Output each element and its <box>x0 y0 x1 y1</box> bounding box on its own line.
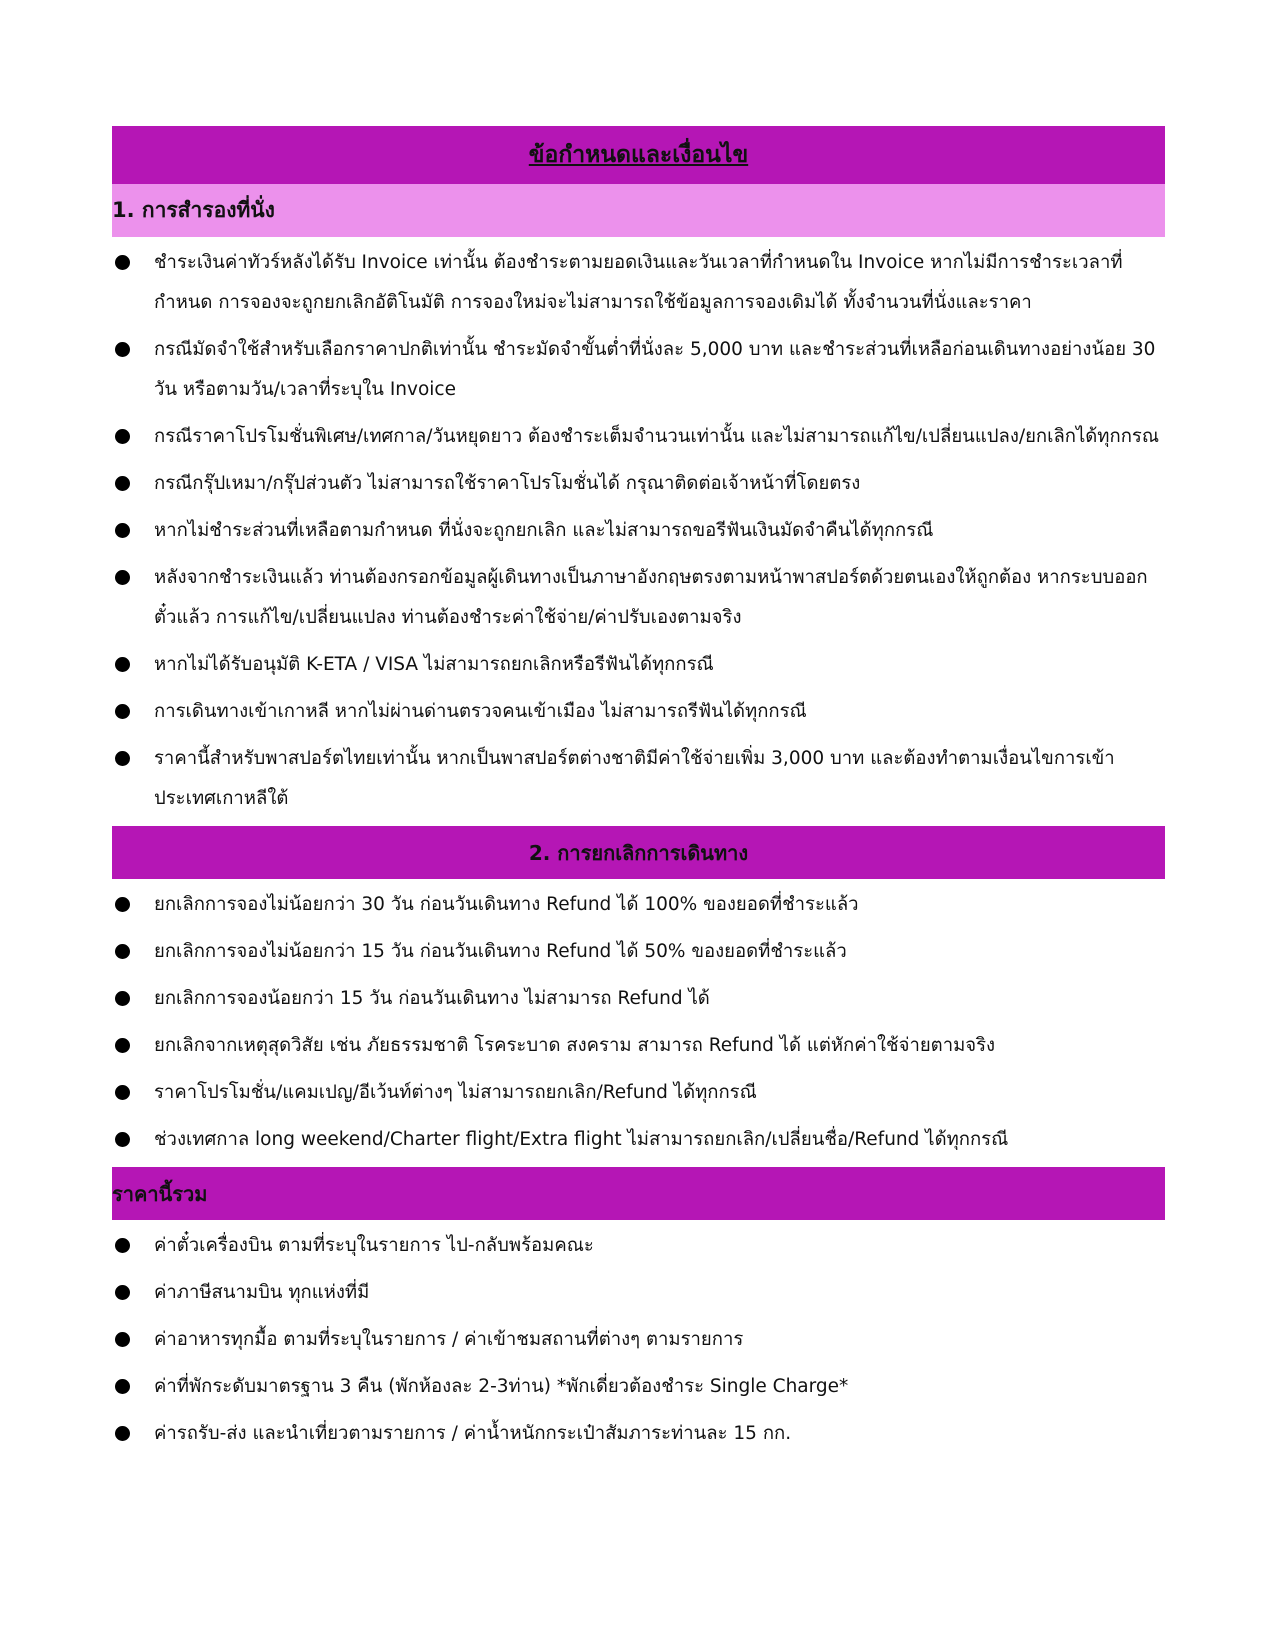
list-item <box>112 1320 1165 1360</box>
list-item <box>112 692 1165 732</box>
terms-header-band <box>112 126 1165 184</box>
list-item-text: การเดินทางเข้าเกาหลี หากไม่ผ่านด่านตรวจคนเข้าเมือง ไม่สามารถรีฟันได้ทุกกรณี <box>154 701 807 722</box>
list-item <box>112 1273 1165 1313</box>
terms-document <box>112 126 1165 1461</box>
bullet-icon <box>115 1238 130 1253</box>
bullet-icon <box>115 342 130 357</box>
list-item <box>112 1026 1165 1066</box>
page-title: ข้อกำหนดและเงื่อนไข <box>528 142 749 168</box>
list-item-text: ค่ารถรับ-ส่ง และนำเที่ยวตามรายการ / ค่าน้ำหนักกระเป๋าสัมภาระท่านละ 15 กก. <box>154 1423 792 1444</box>
bullet-icon <box>115 1038 130 1053</box>
section-cancellation-list <box>112 885 1165 1160</box>
bullet-icon <box>115 704 130 719</box>
list-item <box>112 511 1165 551</box>
list-item <box>112 464 1165 504</box>
list-item-text: ราคานี้สำหรับพาสปอร์ตไทยเท่านั้น หากเป็นพาสปอร์ตต่างชาติมีค่าใช้จ่ายเพิ่ม 3,000 บาท และต้องทำตามเงื่อนไขการเข้าประเทศเกาหลีใต้ <box>154 748 1115 809</box>
list-item <box>112 739 1165 819</box>
bullet-icon <box>115 751 130 766</box>
list-item-text: ยกเลิกการจองน้อยกว่า 15 วัน ก่อนวันเดินทาง ไม่สามารถ Refund ได้ <box>154 988 710 1009</box>
bullet-icon <box>115 944 130 959</box>
list-item-text: หลังจากชำระเงินแล้ว ท่านต้องกรอกข้อมูลผู้เดินทางเป็นภาษาอังกฤษตรงตามหน้าพาสปอร์ตด้วยตนเองให้ถูกต้อง หากระบบออกตั๋วแล้ว การแก้ไข/เปลี่ยนแปลง ท่านต้องชำระค่าใช้จ่าย/ค่าปรับเองตามจริง <box>154 567 1148 628</box>
list-item <box>112 558 1165 638</box>
section-cancellation-title: 2. การยกเลิกการเดินทาง <box>528 840 749 865</box>
list-item-text: ค่าตั๋วเครื่องบิน ตามที่ระบุในรายการ ไป-กลับพร้อมคณะ <box>154 1235 594 1256</box>
list-item <box>112 1073 1165 1113</box>
bullet-icon <box>115 1332 130 1347</box>
list-item-text: ยกเลิกจากเหตุสุดวิสัย เช่น ภัยธรรมชาติ โรคระบาด สงคราม สามารถ Refund ได้ แต่หักค่าใช้จ่ายตามจริง <box>154 1035 996 1056</box>
list-item <box>112 932 1165 972</box>
section-included-list <box>112 1226 1165 1454</box>
bullet-icon <box>115 523 130 538</box>
list-item-text: หากไม่ชำระส่วนที่เหลือตามกำหนด ที่นั่งจะถูกยกเลิก และไม่สามารถขอรีฟันเงินมัดจำคืนได้ทุกกรณี <box>154 520 934 541</box>
bullet-icon <box>115 429 130 444</box>
bullet-icon <box>115 1285 130 1300</box>
section-cancellation-header <box>112 826 1165 879</box>
list-item <box>112 417 1165 457</box>
list-item <box>112 979 1165 1019</box>
list-item <box>112 1414 1165 1454</box>
bullet-icon <box>115 991 130 1006</box>
bullet-icon <box>115 476 130 491</box>
list-item-text: หากไม่ได้รับอนุมัติ K-ETA / VISA ไม่สามารถยกเลิกหรือรีฟันได้ทุกกรณี <box>154 654 714 675</box>
list-item-text: ราคาโปรโมชั่น/แคมเปญ/อีเว้นท์ต่างๆ ไม่สามารถยกเลิก/Refund ได้ทุกกรณี <box>154 1082 757 1103</box>
list-item <box>112 1120 1165 1160</box>
bullet-icon <box>115 1132 130 1147</box>
list-item <box>112 243 1165 323</box>
section-booking-title: 1. การสำรองที่นั่ง <box>112 198 275 222</box>
section-booking-list <box>112 243 1165 819</box>
list-item-text: ค่าที่พักระดับมาตรฐาน 3 คืน (พักห้องละ 2-3ท่าน) *พักเดี่ยวต้องชำระ Single Charge* <box>154 1376 849 1397</box>
bullet-icon <box>115 255 130 270</box>
list-item-text: กรณีราคาโปรโมชั่นพิเศษ/เทศกาล/วันหยุดยาว ต้องชำระเต็มจำนวนเท่านั้น และไม่สามารถแก้ไข/เปลี่ยนแปลง/ยกเลิกได้ทุกกรณ <box>154 426 1160 447</box>
list-item-text: ค่าภาษีสนามบิน ทุกแห่งที่มี <box>154 1282 370 1303</box>
bullet-icon <box>115 657 130 672</box>
list-item-text: กรณีมัดจำใช้สำหรับเลือกราคาปกติเท่านั้น ชำระมัดจำขั้นต่ำที่นั่งละ 5,000 บาท และชำระส่วนที่เหลือก่อนเดินทางอย่างน้อย 30 วัน หรือตามวัน/เวลาที่ระบุใน Invoice <box>154 339 1156 400</box>
list-item-text: ยกเลิกการจองไม่น้อยกว่า 15 วัน ก่อนวันเดินทาง Refund ได้ 50% ของยอดที่ชำระแล้ว <box>154 941 847 962</box>
list-item <box>112 885 1165 925</box>
list-item-text: กรณีกรุ๊ปเหมา/กรุ๊ปส่วนตัว ไม่สามารถใช้ราคาโปรโมชั่นได้ กรุณาติดต่อเจ้าหน้าที่โดยตรง <box>154 473 861 494</box>
section-booking-header <box>112 184 1165 237</box>
list-item <box>112 1367 1165 1407</box>
bullet-icon <box>115 1379 130 1394</box>
list-item <box>112 1226 1165 1266</box>
section-included-header <box>112 1167 1165 1220</box>
bullet-icon <box>115 1085 130 1100</box>
list-item-text: ชำระเงินค่าทัวร์หลังได้รับ Invoice เท่านั้น ต้องชำระตามยอดเงินและวันเวลาที่กำหนดใน Invoice หากไม่มีการชำระเวลาที่กำหนด การจองจะถูกยกเลิกอัติโนมัติ การจองใหม่จะไม่สามารถใช้ข้อมูลการจองเดิมได้ ทั้งจำนวนที่นั่งและราคา <box>154 252 1123 313</box>
bullet-icon <box>115 570 130 585</box>
list-item-text: ช่วงเทศกาล long weekend/Charter flight/Extra flight ไม่สามารถยกเลิก/เปลี่ยนชื่อ/Refund ได้ทุกกรณี <box>154 1129 1009 1150</box>
list-item <box>112 645 1165 685</box>
bullet-icon <box>115 1426 130 1441</box>
list-item-text: ค่าอาหารทุกมื้อ ตามที่ระบุในรายการ / ค่าเข้าชมสถานที่ต่างๆ ตามรายการ <box>154 1329 744 1350</box>
list-item <box>112 330 1165 410</box>
bullet-icon <box>115 897 130 912</box>
section-included-title: ราคานี้รวม <box>112 1181 208 1206</box>
list-item-text: ยกเลิกการจองไม่น้อยกว่า 30 วัน ก่อนวันเดินทาง Refund ได้ 100% ของยอดที่ชำระแล้ว <box>154 894 859 915</box>
